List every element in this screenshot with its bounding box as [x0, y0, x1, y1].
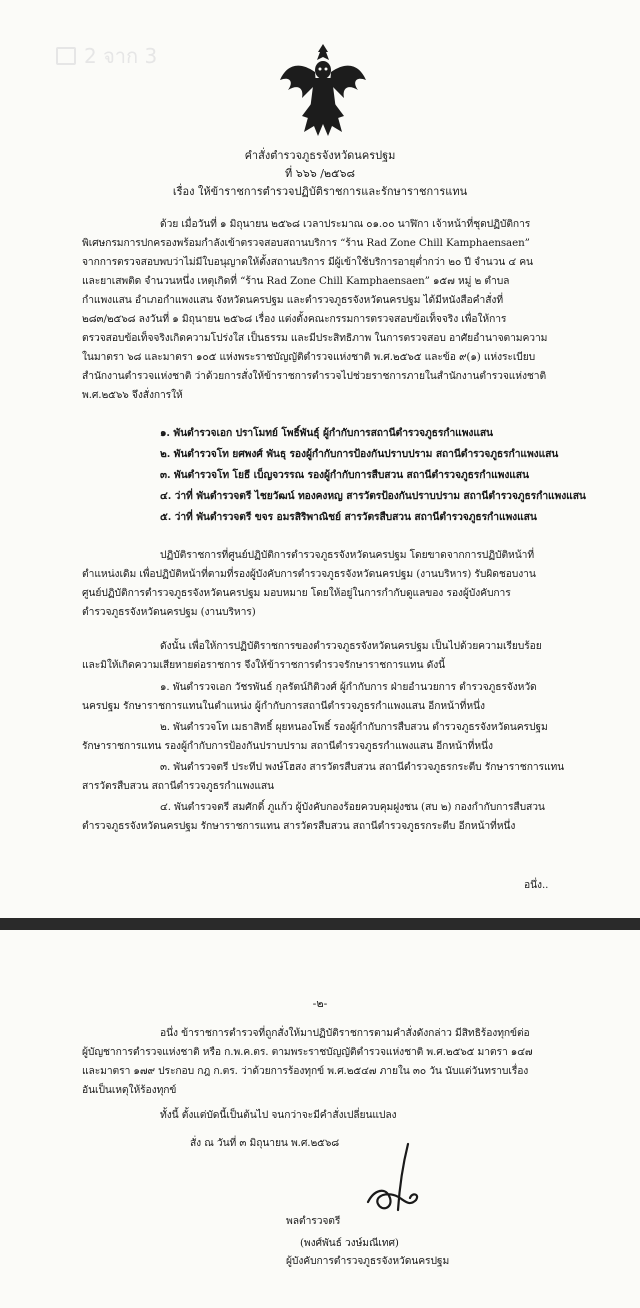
page-indicator [56, 40, 157, 72]
signer-rank: พลตำรวจตรี [286, 1215, 341, 1227]
list-item: ๑. พันตำรวจเอก วัชรพันธ์ กุลรัตน์กิติวงศ์ ผู้กำกับการ ฝ่ายอำนวยการ ตำรวจภูธรจังหวัด [160, 681, 537, 693]
paragraph-line: ดังนั้น เพื่อให้การปฏิบัติราชการของตำรวจภูธรจังหวัดนครปฐม เป็นไปด้วยความเรียบร้อย [160, 640, 542, 652]
page-indicator-text: 2 จาก 3 [84, 44, 158, 68]
list-item: ๑. พันตำรวจเอก ปราโมทย์ โพธิ์พันธุ์ ผู้กำกับการสถานีตำรวจภูธรกำแพงแสน [160, 427, 493, 439]
paragraph-line: ตรวจสอบข้อเท็จจริงเกิดความโปร่งใส เป็นธรรม และมีประสิทธิภาพ ในการตรวจสอบ อาศัยอำนาจตามความ [82, 332, 548, 344]
page-divider [0, 918, 640, 930]
subject-line: เรื่อง ให้ข้าราชการตำรวจปฏิบัติราชการและรักษาราชการแทน [172, 185, 468, 198]
signer-name: (พงศ์พันธ์ วงษ์มณีเทศ) [300, 1237, 399, 1249]
paragraph-line: และยาเสพติด จำนวนหนึ่ง เหตุเกิดที่ “ร้าน Rad Zone Chill Kamphaensaen” ๑๕๗ หมู่ ๒ ตำบล [82, 275, 510, 287]
paragraph-line: พ.ศ.๒๕๖๖ จึงสั่งการให้ [82, 389, 183, 401]
list-item: ๒. พันตำรวจโท ยศพงศ์ พันธุ รองผู้กำกับการป้องกันปราบปราม สถานีตำรวจภูธรกำแพงแสน [160, 448, 559, 460]
paragraph-line: กำแพงแสน อำเภอกำแพงแสน จังหวัดนครปฐม และตำรวจภูธรจังหวัดนครปฐม ได้มีหนังสือคำสั่งที่ [82, 294, 504, 306]
signature-icon [360, 1140, 430, 1220]
paragraph-line: และมิให้เกิดความเสียหายต่อราชการ จึงให้ข้าราชการตำรวจรักษาราชการแทน ดังนี้ [82, 659, 446, 671]
page-icon [56, 47, 76, 65]
list-item: ๓. พันตำรวจตรี ประทีป พงษ์โฮสง สารวัตรสืบสวน สถานีตำรวจภูธรกระตีบ รักษาราชการแทน [160, 761, 565, 773]
list-item: ๔. ว่าที่ พันตำรวจตรี ไชยวัฒน์ ทองคงหญ สารวัตรป้องกันปราบปราม สถานีตำรวจภูธรกำแพงแสน [160, 490, 586, 502]
paragraph-line: พิเศษกรมการปกครองพร้อมกำลังเข้าตรวจสอบสถานบริการ “ร้าน Rad Zone Chill Kamphaensaen” [82, 237, 530, 249]
list-item: ๓. พันตำรวจโท โยธี เบ็ญจวรรณ รองผู้กำกับการสืบสวน สถานีตำรวจภูธรกำแพงแสน [160, 469, 529, 481]
page-number: -๒- [312, 997, 328, 1010]
document-page-2 [0, 930, 640, 1308]
paragraph-line: ตำรวจภูธรจังหวัดนครปฐม (งานบริหาร) [82, 606, 256, 618]
paragraph-line: สำนักงานตำรวจแห่งชาติ ว่าด้วยการสั่งให้ข้าราชการตำรวจไปช่วยราชการภายในสำนักงานตำรวจแห่งชาติ [82, 370, 547, 382]
list-item: ๔. พันตำรวจตรี สมศักดิ์ ภูแก้ว ผู้บังคับกองร้อยควบคุมฝูงชน (สบ ๒) กองกำกับการสืบสวน [160, 801, 545, 813]
paragraph-line: และมาตรา ๑๗๙ ประกอบ กฎ ก.ตร. ว่าด้วยการร้องทุกข์ พ.ศ.๒๕๔๗ ภายใน ๓๐ วัน นับแต่วันทราบเรื่อง [82, 1065, 529, 1077]
document-title: คำสั่งตำรวจภูธรจังหวัดนครปฐม [244, 149, 396, 162]
paragraph-line: อันเป็นเหตุให้ร้องทุกข์ [82, 1084, 177, 1096]
list-item: ๒. พันตำรวจโท เมธาสิทธิ์ ผุยหนองโพธิ์ รองผู้กำกับการสืบสวน ตำรวจภูธรจังหวัดนครปฐม [160, 721, 548, 733]
effective-statement: ทั้งนี้ ตั้งแต่บัดนี้เป็นต้นไป จนกว่าจะมีคำสั่งเปลี่ยนแปลง [160, 1109, 397, 1121]
paragraph-line: อนึ่ง ข้าราชการตำรวจที่ถูกสั่งให้มาปฏิบัติราชการตามคำสั่งดังกล่าว มีสิทธิร้องทุกข์ต่อ [160, 1027, 530, 1039]
list-item: ๕. ว่าที่ พันตำรวจตรี ขจร อมรสิริพาณิชย์ สารวัตรสืบสวน สถานีตำรวจภูธรกำแพงแสน [160, 511, 537, 523]
list-item: นครปฐม รักษาราชการแทนในตำแหน่ง ผู้กำกับการสถานีตำรวจภูธรกำแพงแสน อีกหน้าที่หนึ่ง [82, 700, 485, 712]
paragraph-line: ปฏิบัติราชการที่ศูนย์ปฏิบัติการตำรวจภูธรจังหวัดนครปฐม โดยขาดจากการปฏิบัติหน้าที่ [160, 549, 535, 561]
paragraph-line: จากการตรวจสอบพบว่าไม่มีใบอนุญาตให้ตั้งสถานบริการ มีผู้เข้าใช้บริการอายุต่ำกว่า ๒๐ ปี จำนวน ๔ คน [82, 256, 533, 268]
signer-position: ผู้บังคับการตำรวจภูธรจังหวัดนครปฐม [286, 1255, 450, 1267]
list-item: ตำรวจภูธรจังหวัดนครปฐม รักษาราชการแทน สารวัตรสืบสวน สถานีตำรวจภูธรกระตีบ อีกหน้าที่หนึ่ง [82, 820, 516, 832]
paragraph-line: ศูนย์ปฏิบัติการตำรวจภูธรจังหวัดนครปฐม มอบหมาย โดยให้อยู่ในการกำกับดูแลของ รองผู้บังคับการ [82, 587, 511, 599]
order-number: ที่ ๖๖๖ /๒๕๖๘ [285, 167, 355, 180]
paragraph-line: ในมาตรา ๖๘ และมาตรา ๑๐๕ แห่งพระราชบัญญัติตำรวจแห่งชาติ พ.ศ.๒๕๖๕ และข้อ ๙(๑) แห่งระเบียบ [82, 351, 536, 363]
list-item: สารวัตรสืบสวน สถานีตำรวจภูธรกำแพงแสน [82, 780, 274, 792]
paragraph-line: ตำแหน่งเดิม เพื่อปฏิบัติหน้าที่ตามที่รองผู้บังคับการตำรวจภูธรจังหวัดนครปฐม (งานบริหาร) รับผิดชอบงาน [82, 568, 536, 580]
garuda-emblem-icon [278, 40, 368, 140]
paragraph-line: ๒๘๓/๒๕๖๘ ลงวันที่ ๑ มิถุนายน ๒๕๖๘ เรื่อง แต่งตั้งคณะกรรมการตรวจสอบข้อเท็จจริง เพื่อให้การ [82, 313, 507, 325]
list-item: รักษาราชการแทน รองผู้กำกับการป้องกันปราบปราม สถานีตำรวจภูธรกำแพงแสน อีกหน้าที่หนึ่ง [82, 740, 493, 752]
paragraph-line: ผู้บัญชาการตำรวจแห่งชาติ หรือ ก.พ.ค.ตร. ตามพระราชบัญญัติตำรวจแห่งชาติ พ.ศ.๒๕๖๕ มาตรา ๑๔๗ [82, 1046, 533, 1058]
continuation-marker: อนึ่ง.. [524, 879, 549, 891]
order-date: สั่ง ณ วันที่ ๓ มิถุนายน พ.ศ.๒๕๖๘ [190, 1137, 340, 1149]
paragraph-line: ด้วย เมื่อวันที่ ๑ มิถุนายน ๒๕๖๘ เวลาประมาณ ๐๑.๐๐ นาฬิกา เจ้าหน้าที่ชุดปฏิบัติการ [160, 218, 531, 230]
